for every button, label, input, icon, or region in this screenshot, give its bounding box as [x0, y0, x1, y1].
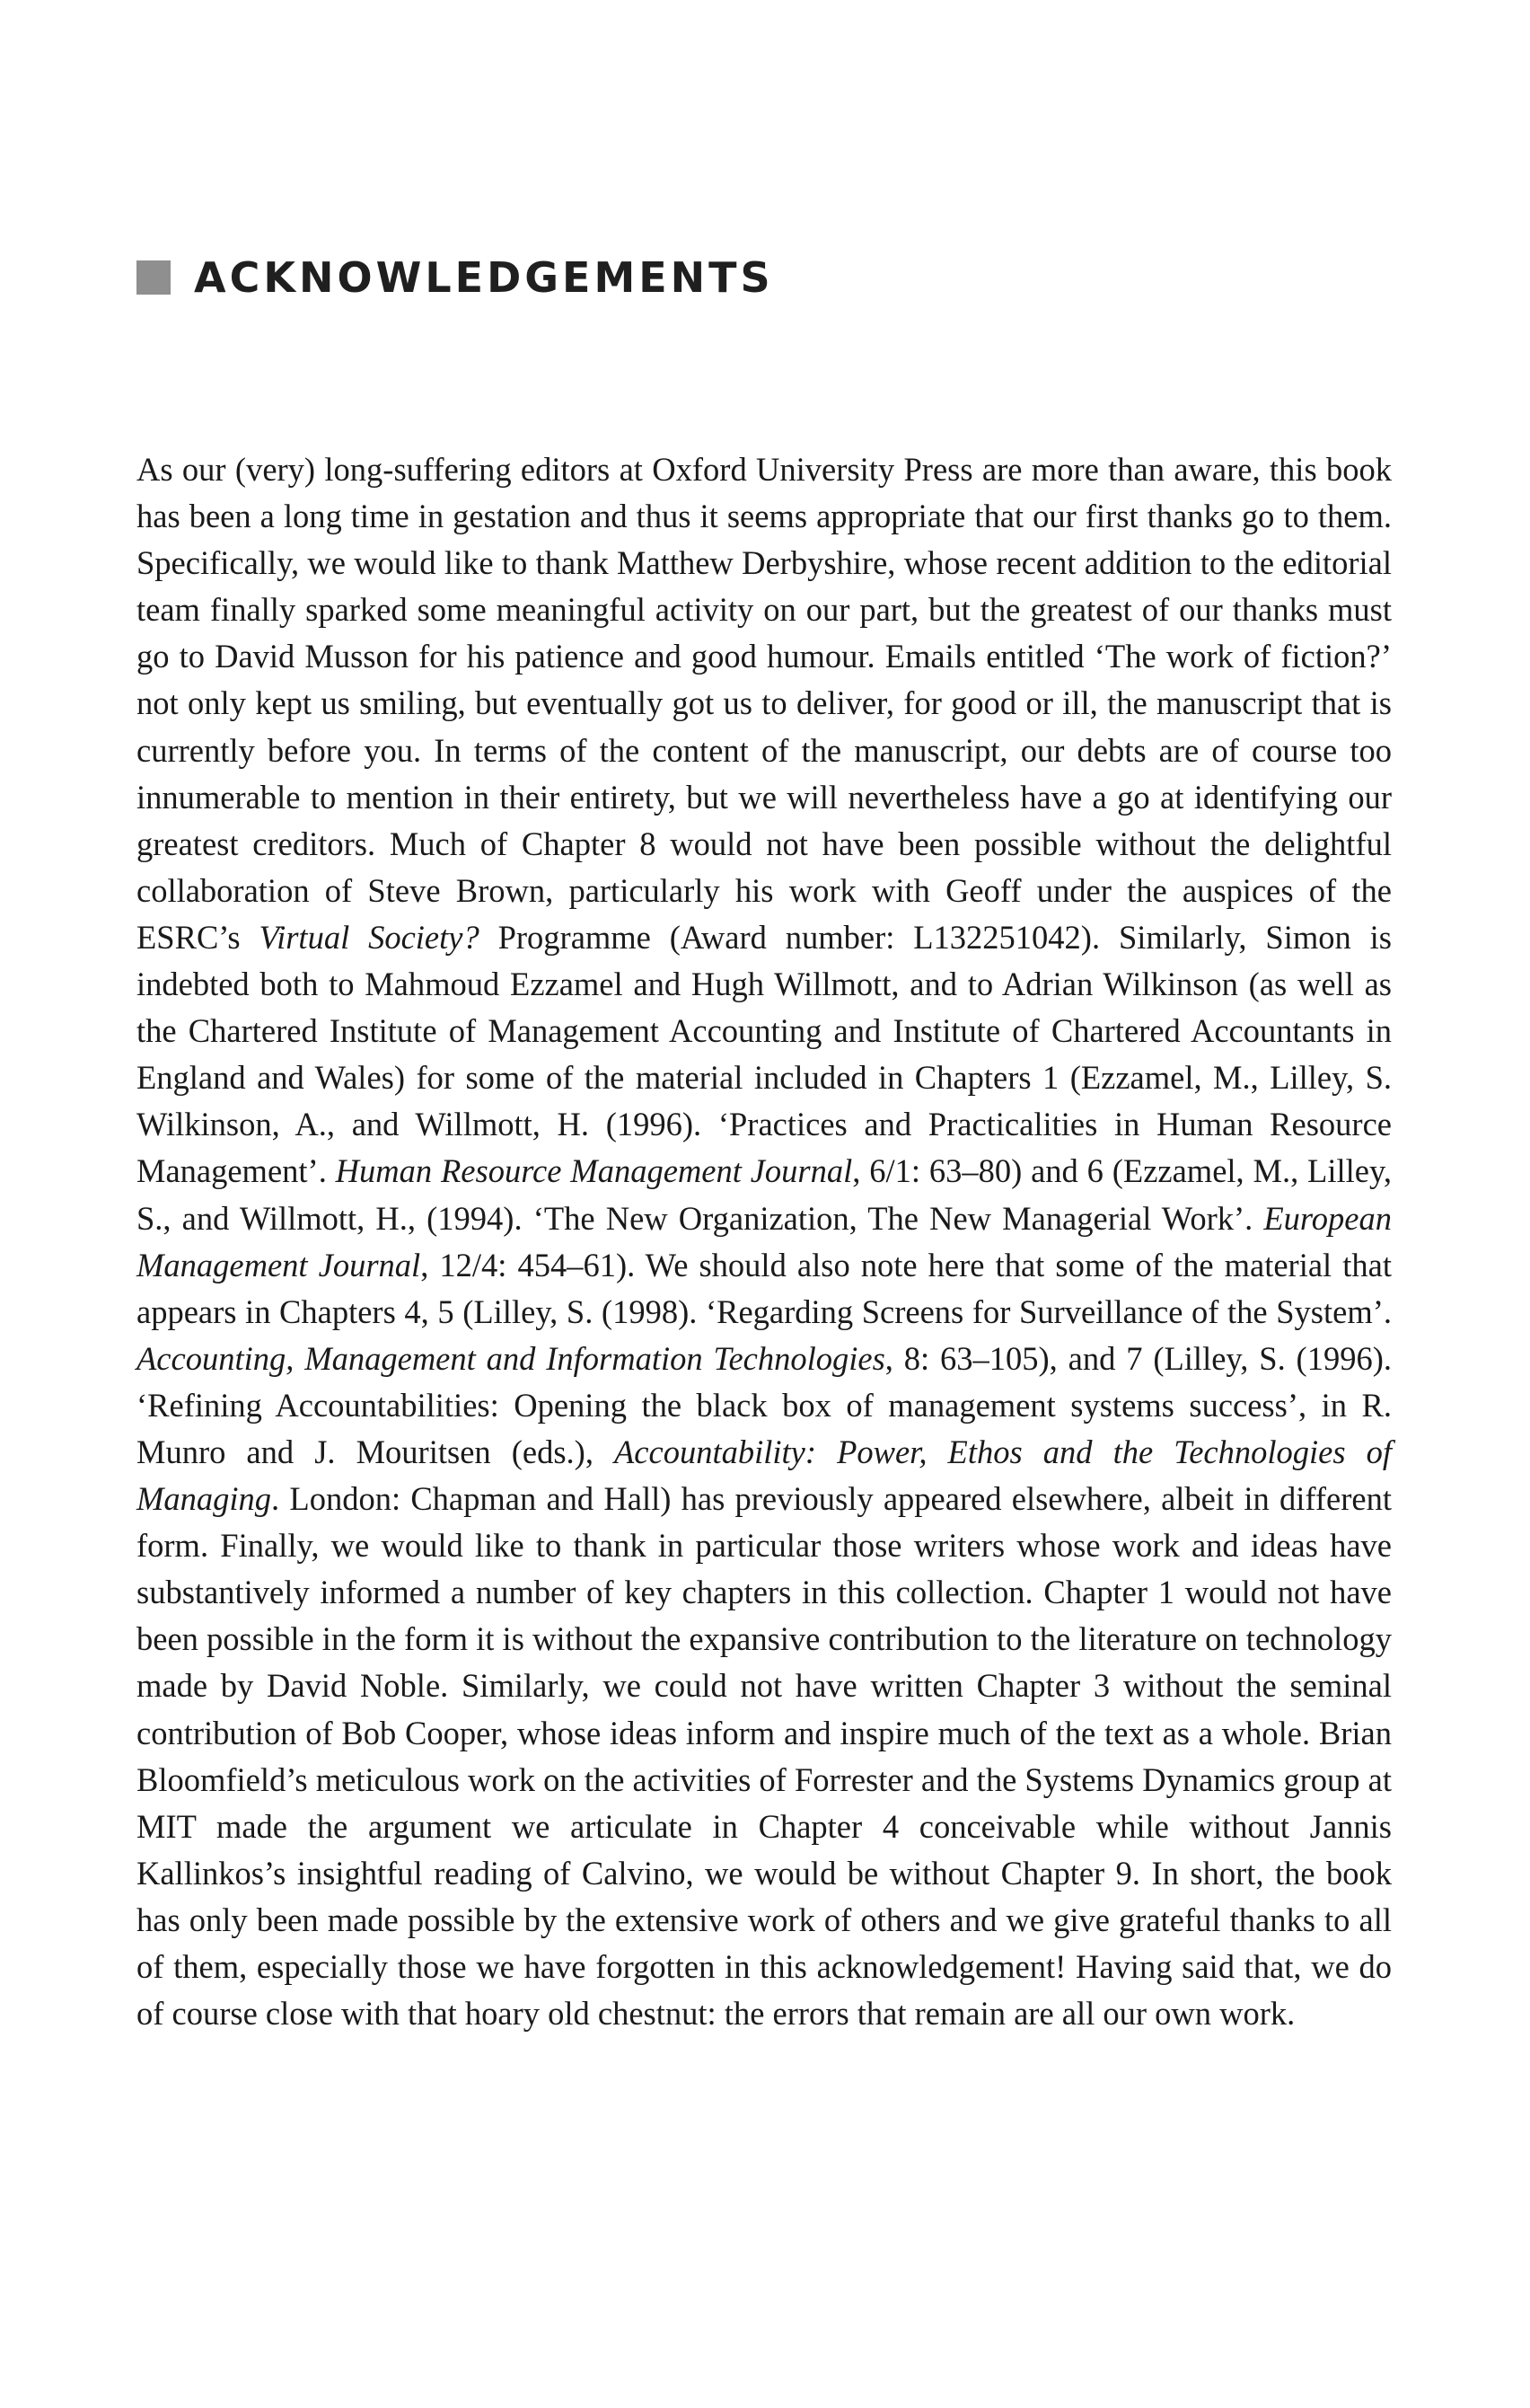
text-run: Programme (Award number: L132251042). Similarly, Simon is indebted both to Mahmoud Ezzamel and Hugh Willmott, and to Adrian Wilkinson (as well as the Chartered Institute of Management Accounting and Institute of Chartered Accountants in England and Wales) for some of the material included in Chapters 1 (Ezzamel, M., Lilley, S. Wilkinson, A., and Willmott, H. (1996). ‘Practices and Practicalities in Human Resource Management’.: [136, 918, 1392, 1190]
text-run: , 6/1: 63–80) and 6 (Ezzamel, M., Lilley, S., and Willmott, H., (1994). ‘The New Organization, The New Managerial Work’.: [136, 1152, 1392, 1237]
text-run: As our (very) long-suffering editors at Oxford University Press are more than aware, this book has been a long time in gestation and thus it seems appropriate that our first thanks go to them. Specifically, we would like to thank Matthew Derbyshire, whose recent addition to the editorial team finally sparked some meaningful activity on our part, but the greatest of our thanks must go to David Musson for his patience and good humour. Emails entitled ‘The work of fiction?’ not only kept us smiling, but eventually got us to deliver, for good or ill, the manuscript that is currently before you. In terms of the content of the manuscript, our debts are of course too innumerable to mention in their entirety, but we will nevertheless have a go at identifying our greatest creditors. Much of Chapter 8 would not have been possible without the delightful collaboration of Steve Brown, particularly his work with Geoff under the auspices of the ESRC’s: [136, 451, 1392, 956]
italic-title-amit: Accounting, Management and Information Technologies: [136, 1339, 885, 1377]
italic-title-virtual-society: Virtual Society?: [259, 918, 479, 956]
heading-title: ACKNOWLEDGEMENTS: [194, 253, 774, 302]
section-heading: [136, 253, 774, 302]
italic-title-emj: European Management Journal: [136, 1199, 1392, 1283]
text-run: . London: Chapman and Hall) has previously appeared elsewhere, albeit in different form. Finally, we would like to thank in particular those writers whose work and ideas have substantively informed a number of key chapters in this collection. Chapter 1 would not have been possible in the form it is without the expansive contribution to the literature on technology made by David Noble. Similarly, we could not have written Chapter 3 without the seminal contribution of Bob Cooper, whose ideas inform and inspire much of the text as a whole. Brian Bloomfield’s meticulous work on the activities of Forrester and the Systems Dynamics group at MIT made the argument we articulate in Chapter 4 conceivable while without Jannis Kallinkos’s insightful reading of Calvino, we would be without Chapter 9. In short, the book has only been made possible by the extensive work of others and we give grateful thanks to all of them, especially those we have forgotten in this acknowledgement! Having said that, we do of course close with that hoary old chestnut: the errors that remain are all our own work.: [136, 1480, 1392, 2033]
text-run: , 12/4: 454–61). We should also note here that some of the material that appears in Chapters 4, 5 (Lilley, S. (1998). ‘Regarding Screens for Surveillance of the System’.: [136, 1246, 1392, 1330]
text-run: , 8: 63–105), and 7 (Lilley, S. (1996). ‘Refining Accountabilities: Opening the black box of management systems success’, in R. Munro and J. Mouritsen (eds.),: [136, 1339, 1392, 1470]
italic-title-accountability: Accountability: Power, Ethos and the Technologies of Managing: [136, 1433, 1392, 1518]
italic-title-hrm-journal: Human Resource Management Journal: [335, 1152, 853, 1190]
heading-square-marker: [136, 260, 171, 295]
acknowledgements-paragraph: [136, 446, 1392, 2037]
